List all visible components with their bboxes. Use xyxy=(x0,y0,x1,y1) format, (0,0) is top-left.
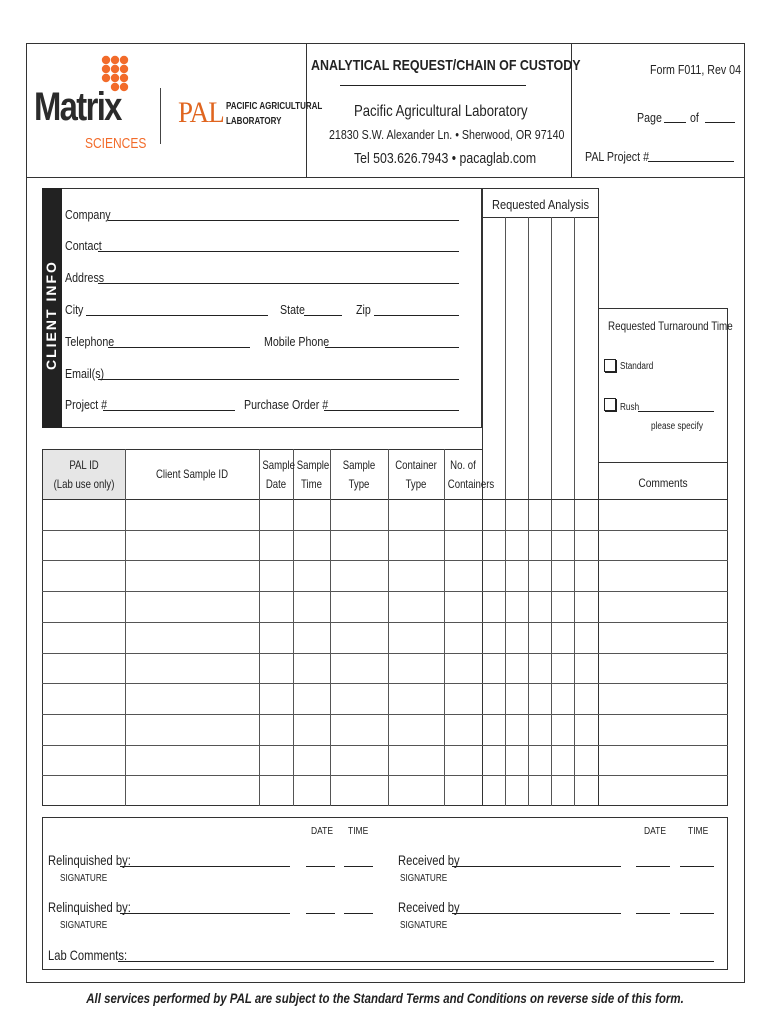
address-field[interactable] xyxy=(98,283,459,284)
analysis-col-line xyxy=(551,217,552,806)
sample-type-header-line2: Type xyxy=(348,477,370,491)
logo-divider xyxy=(160,88,161,144)
table-header-line xyxy=(42,499,728,500)
sample-time-header xyxy=(296,456,330,494)
containers-header-line2: Containers xyxy=(447,477,495,491)
relinquished-signature-field-2[interactable] xyxy=(120,913,290,914)
sample-date-header-line1: Sample xyxy=(262,458,295,472)
table-row-line xyxy=(42,591,728,592)
lab-comments-label: Lab Comments: xyxy=(48,947,128,963)
relinquished-time-field-1[interactable] xyxy=(344,866,373,867)
time-label-right: TIME xyxy=(688,826,709,837)
sample-date-header-line2: Date xyxy=(265,477,287,491)
standard-checkbox[interactable] xyxy=(604,359,616,372)
rush-label: Rush xyxy=(620,402,640,413)
table-row-line xyxy=(42,653,728,654)
lab-address: 21830 S.W. Alexander Ln. • Sherwood, OR 97140 xyxy=(329,127,565,142)
containers-header xyxy=(447,456,495,494)
comments-box xyxy=(598,462,728,806)
pal-name-line1: PACIFIC AGRICULTURAL xyxy=(226,101,323,112)
telephone-field[interactable] xyxy=(108,347,250,348)
contact-field[interactable] xyxy=(98,251,459,252)
signature-caption: SIGNATURE xyxy=(60,873,108,884)
date-label-right: DATE xyxy=(644,826,667,837)
form-title: ANALYTICAL REQUEST/CHAIN OF CUSTODY xyxy=(311,57,581,74)
mobile-field[interactable] xyxy=(325,347,459,348)
container-type-header xyxy=(394,456,439,494)
table-row-line xyxy=(42,530,728,531)
relinquished-date-field-2[interactable] xyxy=(306,913,335,914)
page-label: Page xyxy=(637,110,662,125)
po-label: Purchase Order # xyxy=(244,397,329,412)
lab-comments-field[interactable] xyxy=(118,961,714,962)
received-date-field-1[interactable] xyxy=(636,866,670,867)
pal-name-line2: LABORATORY xyxy=(226,116,282,127)
containers-header-line1: No. of xyxy=(450,458,476,472)
state-label: State xyxy=(280,302,305,317)
col-line xyxy=(259,449,260,806)
container-type-header-line2: Type xyxy=(405,477,427,491)
zip-field[interactable] xyxy=(374,315,459,316)
company-field[interactable] xyxy=(108,220,459,221)
project-label: Project # xyxy=(65,397,108,412)
col-line xyxy=(293,449,294,806)
city-label: City xyxy=(65,302,84,317)
page-total-field[interactable] xyxy=(705,122,735,123)
received-time-field-2[interactable] xyxy=(680,913,714,914)
sample-type-header-line1: Sample xyxy=(342,458,376,472)
sample-table xyxy=(42,449,495,806)
telephone-label: Telephone xyxy=(65,334,115,349)
pal-id-header-line2: (Lab use only) xyxy=(53,477,115,491)
header-bottom-line xyxy=(26,177,745,178)
analysis-col-line xyxy=(528,217,529,806)
matrix-logo xyxy=(34,55,147,155)
sample-date-header xyxy=(262,456,295,494)
relinquished-label-2: Relinquished by: xyxy=(48,899,131,915)
requested-analysis-label: Requested Analysis xyxy=(491,197,590,212)
table-row-line xyxy=(42,622,728,623)
signature-caption: SIGNATURE xyxy=(400,873,448,884)
received-date-field-2[interactable] xyxy=(636,913,670,914)
table-row-line xyxy=(42,714,728,715)
signature-caption: SIGNATURE xyxy=(400,920,448,931)
relinquished-signature-field-1[interactable] xyxy=(120,866,290,867)
relinquished-label-1: Relinquished by: xyxy=(48,852,131,868)
address-label: Address xyxy=(65,270,105,285)
table-row-line xyxy=(42,560,728,561)
received-signature-field-1[interactable] xyxy=(452,866,621,867)
table-row-line xyxy=(42,775,728,776)
client-sample-id-header: Client Sample ID xyxy=(155,467,229,481)
col-line xyxy=(444,449,445,806)
analysis-header-line xyxy=(482,217,599,218)
zip-label: Zip xyxy=(356,302,371,317)
please-specify-label: please specify xyxy=(651,421,703,432)
table-row-line xyxy=(42,745,728,746)
analysis-col-line xyxy=(574,217,575,806)
received-signature-field-2[interactable] xyxy=(452,913,621,914)
city-field[interactable] xyxy=(86,315,268,316)
project-field[interactable] xyxy=(103,410,235,411)
sample-time-header-line1: Sample xyxy=(296,458,330,472)
col-line xyxy=(330,449,331,806)
emails-field[interactable] xyxy=(98,379,459,380)
title-underline xyxy=(340,85,526,86)
contact-label: Contact xyxy=(65,238,102,253)
client-info-label: CLIENT INFO xyxy=(43,260,59,370)
time-label-left: TIME xyxy=(348,826,369,837)
standard-label: Standard xyxy=(620,361,654,372)
matrix-wordmark: Matrix xyxy=(34,85,121,129)
pal-id-header xyxy=(51,456,117,494)
rush-field[interactable] xyxy=(638,411,714,412)
pal-id-header-line1: PAL ID xyxy=(69,458,99,472)
date-label-left: DATE xyxy=(311,826,334,837)
rush-checkbox[interactable] xyxy=(604,398,616,411)
sample-time-header-line2: Time xyxy=(301,477,322,491)
comments-label: Comments xyxy=(638,476,688,490)
received-time-field-1[interactable] xyxy=(680,866,714,867)
mobile-label: Mobile Phone xyxy=(264,334,330,349)
company-label: Company xyxy=(65,207,111,222)
client-info-box xyxy=(42,188,482,428)
page-number-field[interactable] xyxy=(664,122,686,123)
relinquished-date-field-1[interactable] xyxy=(306,866,335,867)
pal-project-label: PAL Project # xyxy=(585,149,649,164)
lab-contact: Tel 503.626.7943 • pacaglab.com xyxy=(354,150,537,167)
form-id: Form F011, Rev 04 xyxy=(650,62,742,77)
lab-name: Pacific Agricultural Laboratory xyxy=(354,103,528,120)
col-line xyxy=(388,449,389,806)
custody-box xyxy=(42,817,728,970)
of-label: of xyxy=(690,110,699,125)
pal-wordmark: PAL xyxy=(178,96,224,129)
analysis-col-line xyxy=(505,217,506,806)
state-field[interactable] xyxy=(304,315,342,316)
col-line xyxy=(125,449,126,806)
sample-type-header xyxy=(336,456,382,494)
matrix-subtitle: SCIENCES xyxy=(85,135,147,152)
signature-caption: SIGNATURE xyxy=(60,920,108,931)
container-type-header-line1: Container xyxy=(395,458,437,472)
emails-label: Email(s) xyxy=(65,366,105,381)
po-field[interactable] xyxy=(324,410,459,411)
pal-project-field[interactable] xyxy=(648,161,734,162)
received-label-2: Received by xyxy=(398,899,460,915)
terms-footer: All services performed by PAL are subject to the Standard Terms and Conditions on reverse side of this form. xyxy=(86,990,684,1006)
turnaround-title: Requested Turnaround Time xyxy=(608,319,733,333)
table-row-line xyxy=(42,683,728,684)
received-label-1: Received by xyxy=(398,852,460,868)
relinquished-time-field-2[interactable] xyxy=(344,913,373,914)
